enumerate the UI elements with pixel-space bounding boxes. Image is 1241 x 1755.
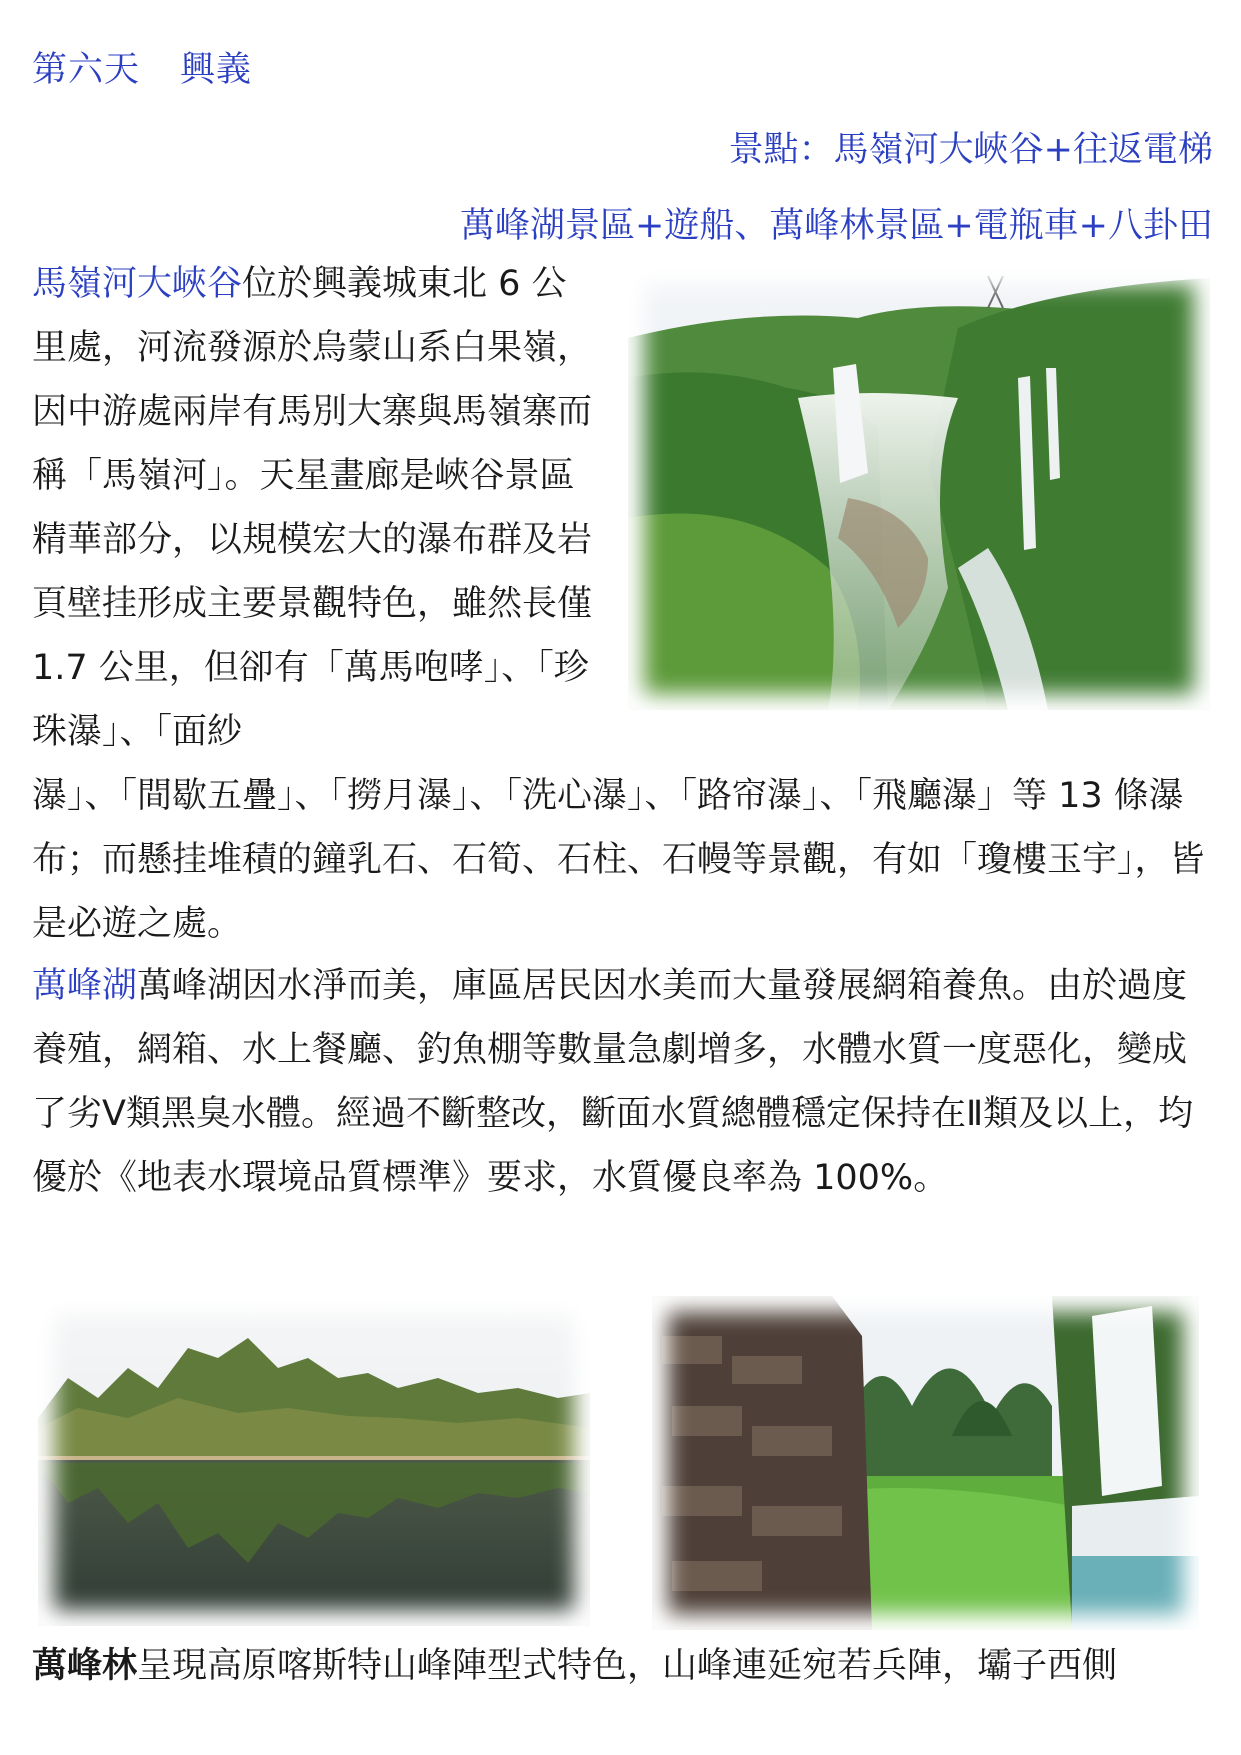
spots-list (460, 112, 1213, 264)
wanfeng-lake-photo (38, 1298, 590, 1626)
day-label: 第六天 (32, 50, 141, 90)
forest-name: 萬峰林 (32, 1646, 138, 1686)
gorge-paragraph (32, 252, 598, 764)
day-title (32, 42, 252, 92)
wanfeng-forest-photo (652, 1296, 1199, 1630)
gorge-name: 馬嶺河大峽谷 (32, 264, 243, 304)
spots-line-1: 景點：馬嶺河大峽谷+往返電梯 (728, 130, 1213, 170)
gorge-text-a: 位於興義城東北 6 公里處，河流發源於烏蒙山系白果嶺，因中游處兩岸有馬別大寨與馬嶺寨而稱「馬嶺河」。天星畫廊是峽谷景區精華部分，以規模宏大的瀑布群及岩頁壁挂形成主要景觀特色，雖然長僅 1.7 公里，但卻有「萬馬咆哮」、「珍珠瀑」、「面紗 (32, 264, 593, 752)
lake-paragraph (32, 954, 1217, 1210)
gorge-waterfall-photo (628, 268, 1210, 710)
day-place: 興義 (180, 50, 253, 90)
forest-text: 呈現高原喀斯特山峰陣型式特色，山峰連延宛若兵陣，壩子西側 (137, 1646, 1118, 1686)
gorge-paragraph-continued: 瀑」、「間歇五疊」、「撈月瀑」、「洗心瀑」、「路帘瀑」、「飛廳瀑」等 13 條瀑布；而懸挂堆積的鐘乳石、石筍、石柱、石幔等景觀，有如「瓊樓玉宇」，皆是必遊之處。 (32, 776, 1205, 944)
spots-line-2: 萬峰湖景區+遊船、萬峰林景區+電瓶車+八卦田 (460, 206, 1213, 246)
lake-text: 萬峰湖因水淨而美，庫區居民因水美而大量發展網箱養魚。由於過度養殖，網箱、水上餐廳、釣魚棚等數量急劇增多，水體水質一度惡化，變成了劣Ⅴ類黑臭水體。經過不斷整改，斷面水質總體穩定保持在Ⅱ類及以上，均優於《地表水環境品質標準》要求，水質優良率為 100%。 (32, 966, 1194, 1198)
forest-paragraph (32, 1634, 1232, 1698)
lake-name: 萬峰湖 (32, 966, 138, 1006)
